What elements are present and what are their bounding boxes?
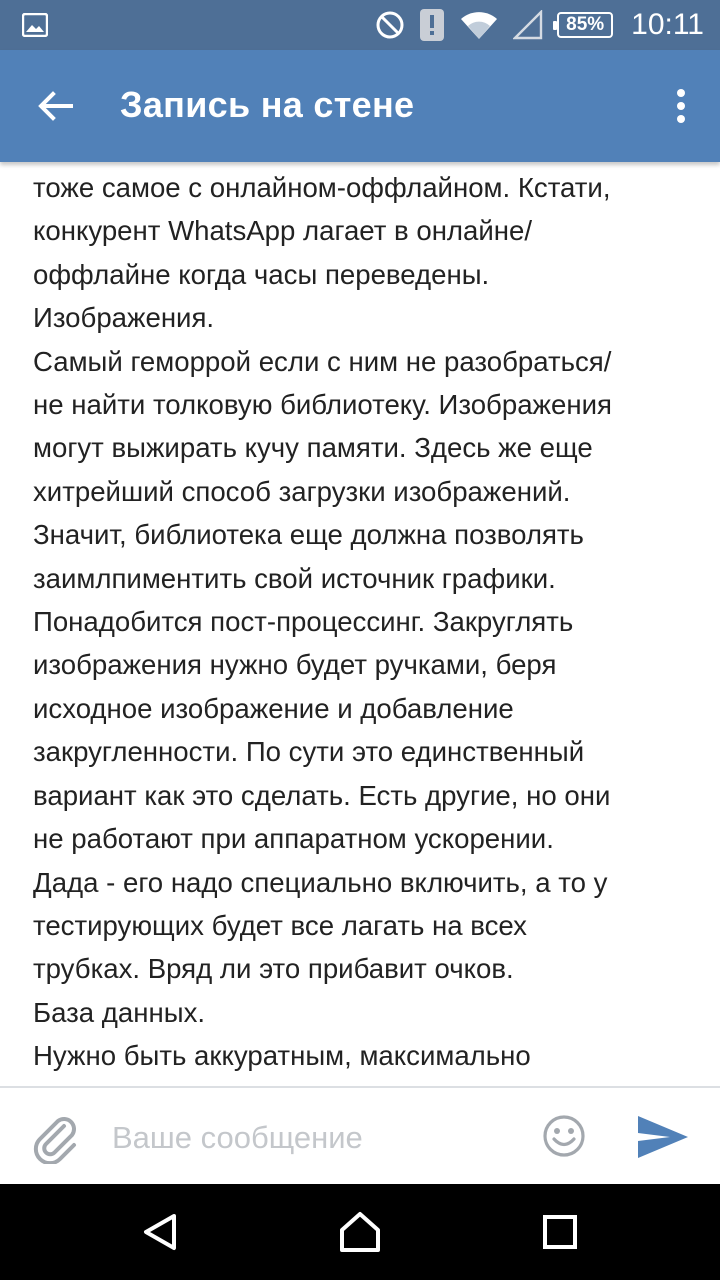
nav-home-button[interactable] <box>336 1208 384 1256</box>
back-triangle-icon <box>140 1212 180 1252</box>
status-bar <box>0 0 720 50</box>
alert-icon <box>419 8 445 42</box>
smiley-icon <box>540 1112 588 1160</box>
do-not-disturb-icon <box>375 10 405 40</box>
post-line: Значит, библиотека еще должна позволять <box>33 519 584 551</box>
cellular-signal-icon <box>513 10 543 40</box>
post-line: не найти толковую библиотеку. Изображения <box>33 389 612 421</box>
post-line: трубках. Вряд ли это прибавит очков. <box>33 953 514 985</box>
send-button[interactable] <box>636 1114 690 1160</box>
nav-back-button[interactable] <box>136 1208 184 1256</box>
post-line: Понадобится пост-процессинг. Закруглять <box>33 606 574 638</box>
home-icon <box>338 1210 382 1254</box>
post-line: вариант как это сделать. Есть другие, но они <box>33 779 611 811</box>
arrow-back-icon <box>37 90 73 122</box>
post-line: Самый геморрой если с ним не разобраться/ <box>33 345 612 377</box>
paperclip-icon <box>30 1112 82 1164</box>
system-nav-bar <box>0 1184 720 1280</box>
post-content <box>0 162 720 1086</box>
post-line: могут выжирать кучу памяти. Здесь же еще <box>33 432 593 464</box>
recents-icon <box>540 1212 580 1252</box>
message-input[interactable] <box>112 1108 522 1168</box>
more-menu-button[interactable] <box>666 80 696 132</box>
attach-button[interactable] <box>30 1112 82 1164</box>
post-line: конкурент WhatsApp лагает в онлайне/ <box>33 215 533 247</box>
app-bar <box>0 50 720 162</box>
gallery-icon <box>22 13 48 37</box>
post-line: тестирующих будет все лагать на всех <box>33 909 527 941</box>
send-icon <box>636 1114 690 1160</box>
post-line: оффлайне когда часы переведены. <box>33 258 490 290</box>
emoji-button[interactable] <box>540 1112 588 1160</box>
clock: 10:11 <box>631 8 704 41</box>
post-text <box>33 166 703 1078</box>
nav-recents-button[interactable] <box>536 1208 584 1256</box>
wifi-icon <box>459 9 499 41</box>
message-composer <box>0 1086 720 1184</box>
page-title: Запись на стене <box>120 84 415 125</box>
post-line: Дада - его надо специально включить, а то у <box>33 866 608 898</box>
post-line: не работают при аппаратном ускорении. <box>33 823 554 855</box>
post-line: изображения нужно будет ручками, беря <box>33 649 557 681</box>
post-line: хитрейший способ загрузки изображений. <box>33 475 571 507</box>
status-icons <box>375 0 704 50</box>
battery-icon: 85% <box>557 12 613 38</box>
post-line: Нужно быть аккуратным, максимально <box>33 1040 531 1072</box>
more-vert-icon <box>676 88 686 124</box>
post-line: Изображения. <box>33 302 215 334</box>
post-line: тоже самое с онлайном-оффлайном. Кстати, <box>33 172 611 203</box>
post-line: исходное изображение и добавление <box>33 692 514 724</box>
back-button[interactable] <box>30 81 80 131</box>
post-line: заимлпиментить свой источник графики. <box>33 562 556 594</box>
post-line: закругленности. По сути это единственный <box>33 736 585 768</box>
post-line: База данных. <box>33 996 206 1028</box>
